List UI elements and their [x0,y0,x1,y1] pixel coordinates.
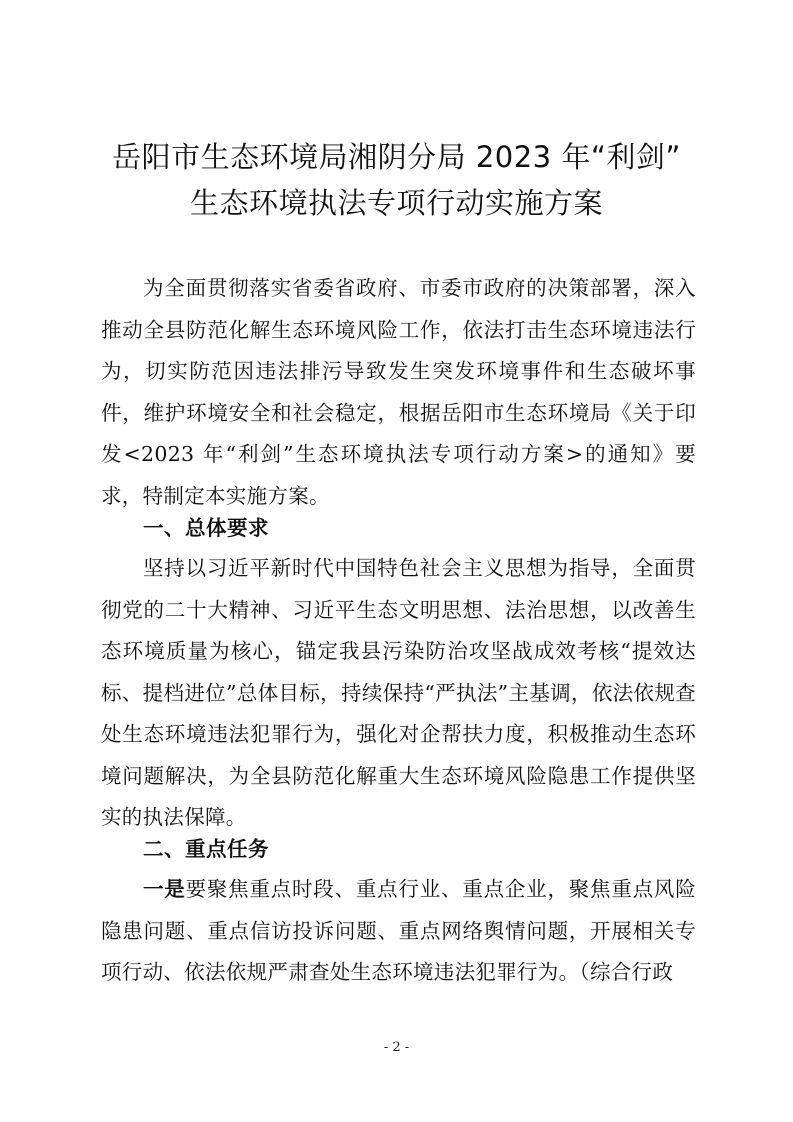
document-title-line-1: 岳阳市生态环境局湘阴分局 2023 年“利剑” [112,140,681,174]
section-2-text: 要聚焦重点时段、重点行业、重点企业，聚焦重点风险隐患问题、重点信访投诉问题、重点网络舆情问题，开展相关专项行动、依法依规严肃查处生态环境违法犯罪行为。（综合行政 [101,877,696,984]
document-title-line-2: 生态环境执法专项行动实施方案 [189,186,603,220]
section-1-heading: 一、总体要求 [143,516,269,540]
section-1-paragraph: 坚持以习近平新时代中国特色社会主义思想为指导，全面贯彻党的二十大精神、习近平生态文明思想、法治思想，以改善生态环境质量为核心，锚定我县污染防治攻坚战成效考核“提效达标、提档进位”总体目标，持续保持“严执法”主基调，依法依规查处生态环境违法犯罪行为，强化对企帮扶力度，积极推动生态环境问题解决，为全县防范化解重大生态环境风险隐患工作提供坚实的执法保障。 [101,556,696,829]
intro-paragraph: 为全面贯彻落实省委省政府、市委市政府的决策部署，深入推动全县防范化解生态环境风险工作，依法打击生态环境违法行为，切实防范因违法排污导致发生突发环境事件和生态破坏事件，维护环境安全和社会稳定，根据岳阳市生态环境局《关于印发<2023 年“利剑”生态环境执法专项行动方案>的通知》要求，特制定本实施方案。 [101,276,696,508]
section-2-heading: 二、重点任务 [143,837,269,861]
page-number: - 2 - [383,1040,410,1055]
section-2-paragraph [101,869,696,994]
section-2-lead: 一是 [143,877,186,901]
